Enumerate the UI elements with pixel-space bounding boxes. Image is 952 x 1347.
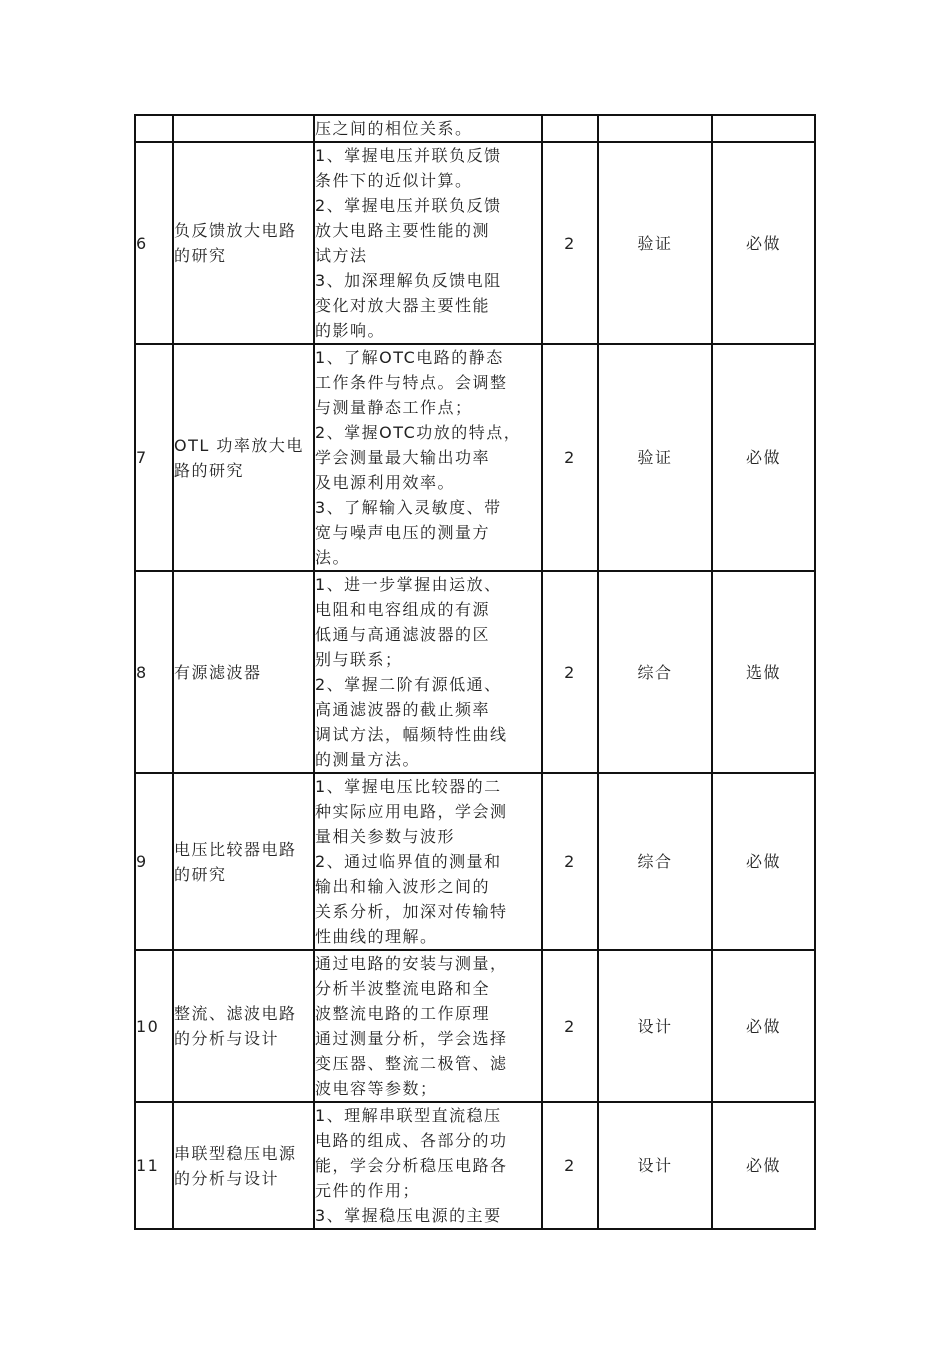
experiment-requirement: 必做 xyxy=(712,1102,815,1229)
experiment-requirement: 选做 xyxy=(712,571,815,773)
experiment-name: 串联型稳压电源的分析与设计 xyxy=(173,1102,314,1229)
experiment-hours: 2 xyxy=(542,142,598,344)
experiment-table xyxy=(134,114,816,1230)
experiment-name: 有源滤波器 xyxy=(173,571,314,773)
experiment-hours: 2 xyxy=(542,773,598,950)
row-number: 8 xyxy=(135,571,173,773)
experiment-type: 设计 xyxy=(598,1102,712,1229)
experiment-hours: 2 xyxy=(542,344,598,571)
experiment-requirement: 必做 xyxy=(712,773,815,950)
experiment-goal: 1、理解串联型直流稳压 电路的组成、各部分的功 能，学会分析稳压电路各 元件的作用； 3、掌握稳压电源的主要 xyxy=(314,1102,542,1229)
experiment-hours: 2 xyxy=(542,1102,598,1229)
experiment-hours xyxy=(542,115,598,142)
table-row xyxy=(135,571,815,773)
experiment-requirement: 必做 xyxy=(712,142,815,344)
experiment-requirement: 必做 xyxy=(712,344,815,571)
row-number: 6 xyxy=(135,142,173,344)
experiment-goal: 压之间的相位关系。 xyxy=(314,115,542,142)
experiment-hours: 2 xyxy=(542,950,598,1102)
experiment-type xyxy=(598,115,712,142)
experiment-type: 综合 xyxy=(598,571,712,773)
table-row xyxy=(135,344,815,571)
experiment-name: 电压比较器电路的研究 xyxy=(173,773,314,950)
row-number xyxy=(135,115,173,142)
experiment-requirement xyxy=(712,115,815,142)
row-number: 11 xyxy=(135,1102,173,1229)
table-row xyxy=(135,1102,815,1229)
experiment-requirement: 必做 xyxy=(712,950,815,1102)
table-row xyxy=(135,142,815,344)
experiment-name: 整流、滤波电路的分析与设计 xyxy=(173,950,314,1102)
experiment-name: 负反馈放大电路的研究 xyxy=(173,142,314,344)
experiment-goal: 通过电路的安装与测量， 分析半波整流电路和全 波整流电路的工作原理 通过测量分析，学会选择 变压器、整流二极管、滤 波电容等参数； xyxy=(314,950,542,1102)
experiment-type: 验证 xyxy=(598,344,712,571)
experiment-hours: 2 xyxy=(542,571,598,773)
experiment-name: OTL 功率放大电路的研究 xyxy=(173,344,314,571)
table-row xyxy=(135,115,815,142)
experiment-type: 设计 xyxy=(598,950,712,1102)
table-row xyxy=(135,950,815,1102)
row-number: 9 xyxy=(135,773,173,950)
experiment-type: 综合 xyxy=(598,773,712,950)
table-row xyxy=(135,773,815,950)
experiment-name xyxy=(173,115,314,142)
experiment-goal: 1、掌握电压并联负反馈 条件下的近似计算。 2、掌握电压并联负反馈 放大电路主要性能的测 试方法 3、加深理解负反馈电阻 变化对放大器主要性能 的影响。 xyxy=(314,142,542,344)
row-number: 7 xyxy=(135,344,173,571)
experiment-type: 验证 xyxy=(598,142,712,344)
row-number: 10 xyxy=(135,950,173,1102)
experiment-goal: 1、了解OTC电路的静态 工作条件与特点。会调整 与测量静态工作点； 2、掌握OTC功放的特点， 学会测量最大输出功率 及电源利用效率。 3、了解输入灵敏度、带 宽与噪声电压的测量方 法。 xyxy=(314,344,542,571)
experiment-goal: 1、掌握电压比较器的二 种实际应用电路，学会测 量相关参数与波形 2、通过临界值的测量和 输出和输入波形之间的 关系分析，加深对传输特 性曲线的理解。 xyxy=(314,773,542,950)
experiment-goal: 1、进一步掌握由运放、 电阻和电容组成的有源 低通与高通滤波器的区 别与联系； 2、掌握二阶有源低通、 高通滤波器的截止频率 调试方法，幅频特性曲线 的测量方法。 xyxy=(314,571,542,773)
